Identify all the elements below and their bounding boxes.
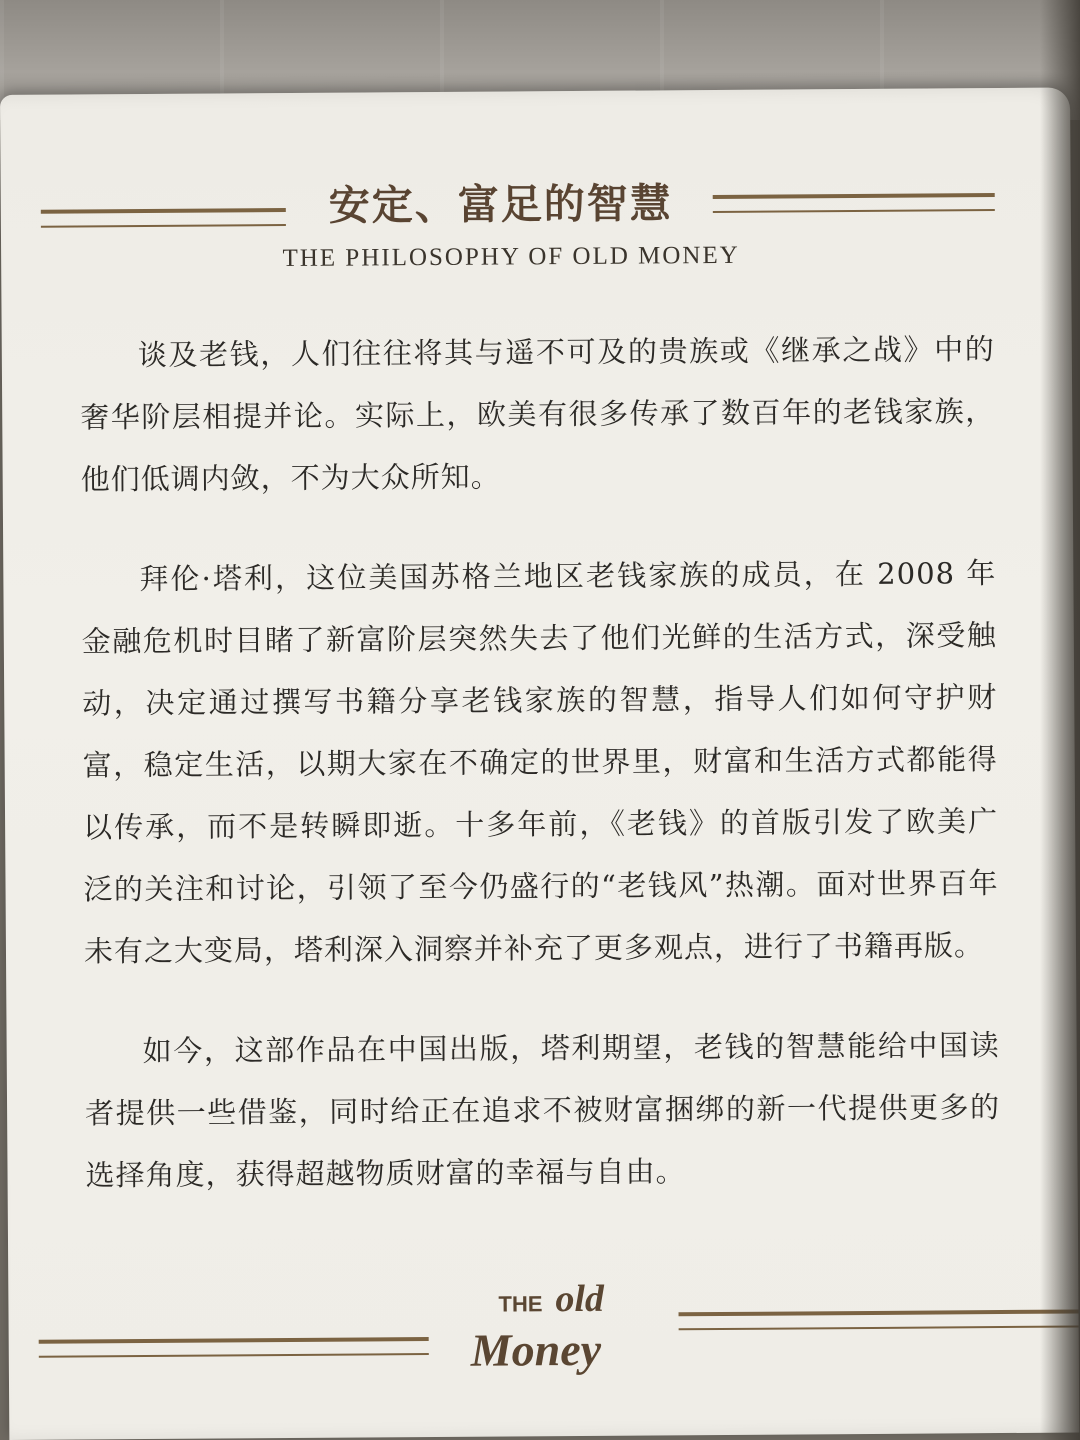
page-subtitle: THE PHILOSOPHY OF OLD MONEY [282,241,740,273]
body-text [80,318,1001,1244]
book-page [0,88,1079,1440]
paragraph-2: 拜伦·塔利，这位美国苏格兰地区老钱家族的成员，在 2008 年金融危机时目睹了新富阶层突然失去了他们光鲜的生活方式，深受触动，决定通过撰写书籍分享老钱家族的智慧，指导人们如何守护财富，稳定生活，以期大家在不确定的世界里，财富和生活方式都能得以传承，而不是转瞬即逝。十多年前，《老钱》的首版引发了欧美广泛的关注和讨论，引领了至今仍盛行的“老钱风”热潮。面对世界百年未有之大变局，塔利深入洞察并补充了更多观点，进行了书籍再版。 [81,556,999,969]
page-edge-shadow [1040,0,1080,1440]
paragraph-1: 谈及老钱，人们往往将其与遥不可及的贵族或《继承之战》中的奢华阶层相提并论。实际上，欧美有很多传承了数百年的老钱家族，他们低调内敛，不为大众所知。 [80,332,996,497]
logo-old-text: old [555,1277,605,1321]
logo-money-text: Money [470,1323,602,1376]
logo-the-text: THE [498,1291,543,1317]
heading-rule-right [713,193,995,213]
old-money-logo [470,1277,631,1392]
paragraph-3: 如今，这部作品在中国出版，塔利期望，老钱的智慧能给中国读者提供一些借鉴，同时给正在追求不被财富捆绑的新一代提供更多的选择角度，获得超越物质财富的幸福与自由。 [84,1028,1001,1193]
heading-rule-left [41,208,286,228]
page-title: 安定、富足的智慧 [328,179,673,230]
footer-rule-left [39,1337,429,1358]
footer-rule-right [679,1310,1079,1331]
